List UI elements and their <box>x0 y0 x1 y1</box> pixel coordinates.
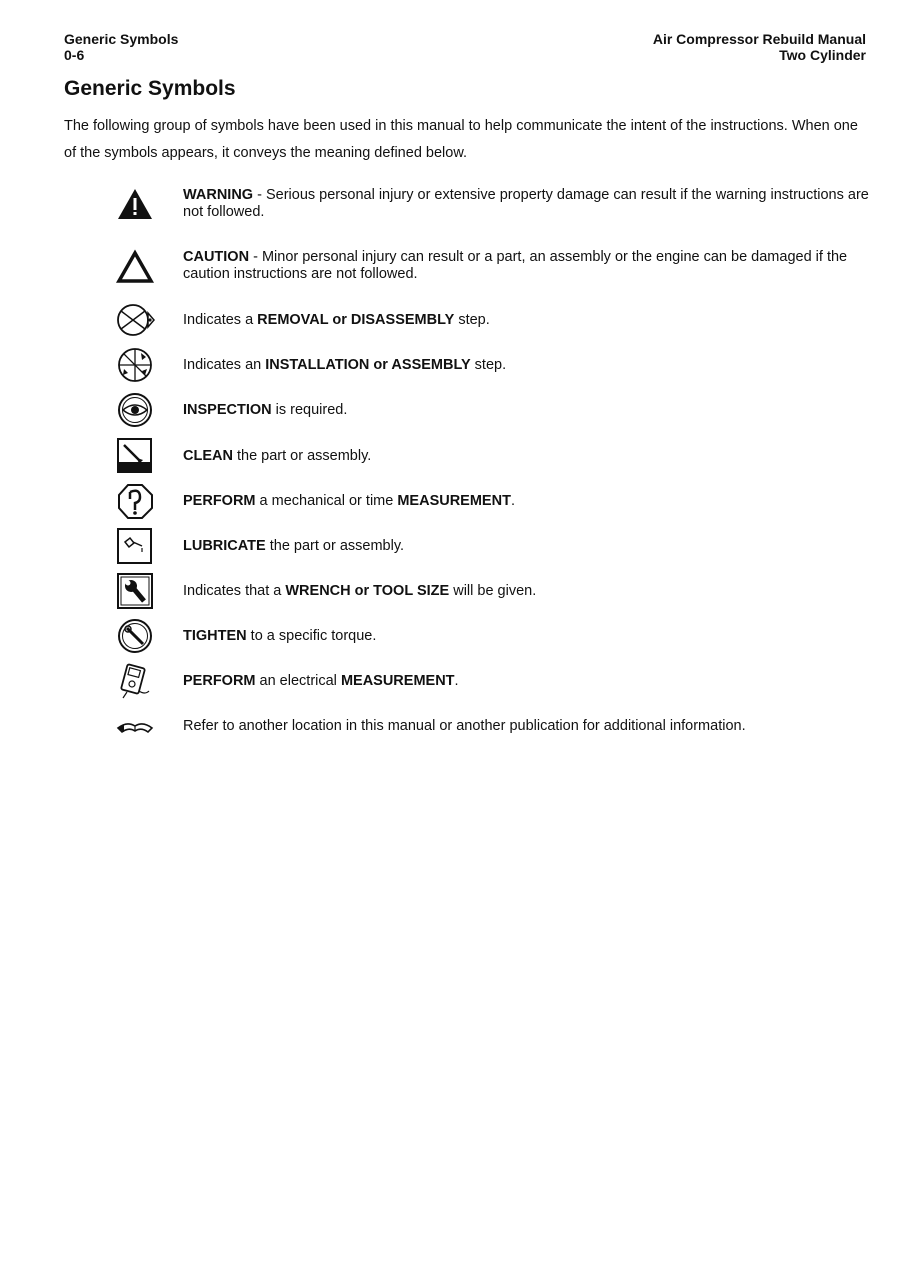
symbol-keyword: CLEAN <box>183 448 233 464</box>
symbol-text: step. <box>470 357 507 373</box>
symbol-description <box>183 357 873 374</box>
symbol-keyword: PERFORM <box>183 493 256 509</box>
reference-book-icon <box>115 706 155 746</box>
symbol-text: . <box>454 673 459 689</box>
symbol-keyword: CAUTION <box>183 249 250 265</box>
symbol-description <box>183 718 873 735</box>
symbol-text: - Minor personal injury can result or a part, an assembly or the engine can be damaged if the caution instructions are not followed. <box>183 249 848 282</box>
symbol-description <box>183 249 873 283</box>
symbol-text: - Serious personal injury or extensive property damage can result if the warning instructions are not followed. <box>183 187 869 220</box>
symbol-description <box>183 187 873 221</box>
symbol-description <box>183 493 873 510</box>
inspection-eye-icon <box>115 390 155 430</box>
symbol-keyword: WRENCH or TOOL SIZE <box>285 583 450 599</box>
symbol-text: to a specific torque. <box>246 628 377 644</box>
header-right <box>653 31 866 63</box>
symbol-text: . <box>510 493 515 509</box>
symbol-mid-text: an electrical <box>255 673 341 689</box>
clean-brush-icon <box>115 436 155 476</box>
installation-assembly-icon <box>115 345 155 385</box>
symbol-description <box>183 448 873 465</box>
header-left <box>64 31 178 63</box>
symbol-description <box>183 538 873 555</box>
symbol-prefix: Indicates an <box>183 357 266 373</box>
symbol-description <box>183 628 873 645</box>
symbol-prefix: Indicates that a <box>183 583 286 599</box>
symbol-prefix: Indicates a <box>183 312 258 328</box>
symbol-text: step. <box>454 312 490 328</box>
symbol-keyword-2: MEASUREMENT <box>397 493 511 509</box>
mechanical-measurement-icon <box>115 481 155 521</box>
intro-paragraph: The following group of symbols have been used in this manual to help communicate the intent of the instructions. When one of the symbols appears, it conveys the meaning defined below. <box>64 118 858 161</box>
caution-triangle-icon <box>115 248 155 288</box>
symbol-keyword: PERFORM <box>183 673 256 689</box>
removal-disassembly-icon <box>115 300 155 340</box>
warning-triangle-icon <box>115 186 155 226</box>
symbol-keyword: LUBRICATE <box>183 538 266 554</box>
symbol-description <box>183 402 873 419</box>
header-manual-title: Air Compressor Rebuild Manual <box>652 31 866 47</box>
header-section-name: Generic Symbols <box>64 31 179 47</box>
symbol-keyword: WARNING <box>183 187 254 203</box>
symbol-text: is required. <box>271 402 348 418</box>
lubricate-oilcan-icon <box>115 526 155 566</box>
symbol-keyword: TIGHTEN <box>183 628 247 644</box>
header-manual-subtitle: Two Cylinder <box>779 47 866 63</box>
symbol-description <box>183 673 873 690</box>
wrench-tool-size-icon <box>115 571 155 611</box>
symbol-keyword-2: MEASUREMENT <box>340 673 455 689</box>
symbol-description <box>183 583 873 600</box>
symbol-mid-text: a mechanical or time <box>255 493 398 509</box>
symbol-text: the part or assembly. <box>265 538 405 554</box>
symbol-keyword: INSTALLATION or ASSEMBLY <box>265 357 471 373</box>
electrical-measurement-icon <box>115 661 155 701</box>
symbol-keyword: INSPECTION <box>183 402 272 418</box>
symbol-text: Refer to another location in this manual or another publication for additional information. <box>183 718 746 734</box>
symbol-text: the part or assembly. <box>232 448 372 464</box>
tighten-torque-icon <box>115 616 155 656</box>
header-page-number: 0-6 <box>64 47 85 63</box>
symbol-text: will be given. <box>449 583 537 599</box>
symbol-description <box>183 312 873 329</box>
page-title: Generic Symbols <box>64 77 236 100</box>
symbol-keyword: REMOVAL or DISASSEMBLY <box>257 312 455 328</box>
